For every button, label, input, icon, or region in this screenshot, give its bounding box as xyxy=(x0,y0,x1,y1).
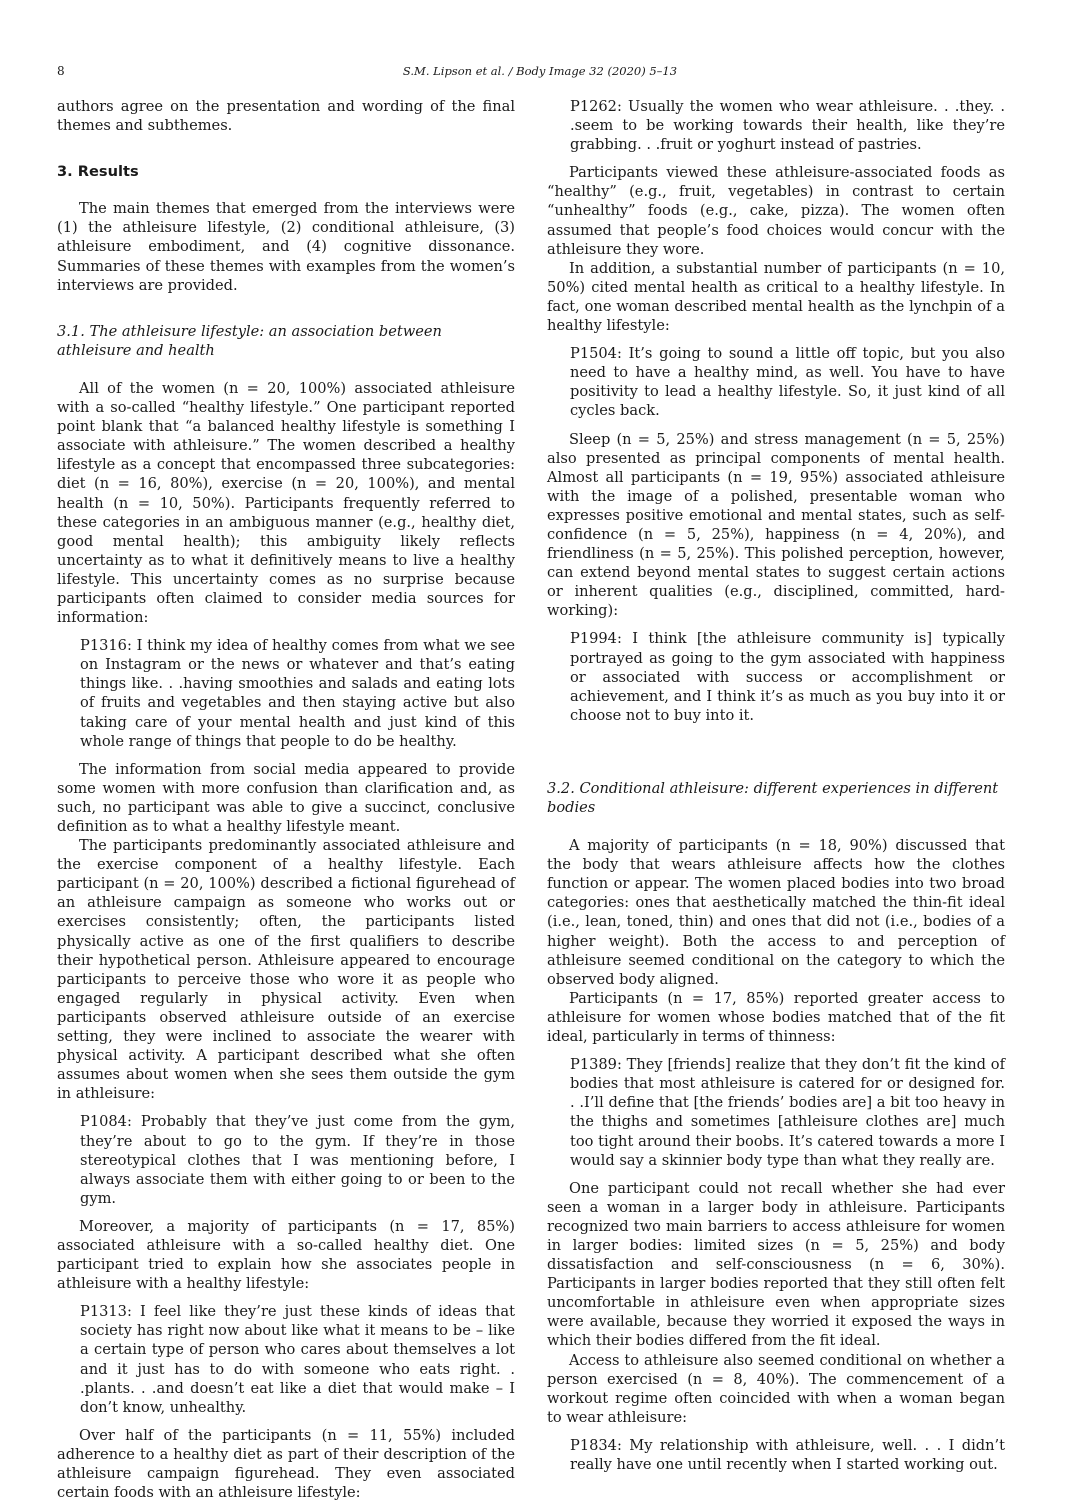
paragraph: In addition, a substantial number of participants (n = 10, 50%) cited mental health as critical to a healthy lifestyle. In fact, one woman described mental health as the lynchpin of a healthy lifestyle: xyxy=(547,259,1005,335)
section-heading-results: 3. Results xyxy=(57,163,139,181)
paragraph: Participants (n = 17, 85%) reported greater access to athleisure for women whose bodies matched that of the fit ideal, particularly in terms of thinness: xyxy=(547,989,1005,1046)
interview-quote: P1994: I think [the athleisure community is] typically portrayed as going to the gym associated with happiness or associated with success or accomplishment or achievement, and I think it’s as much as you buy into it or choose not to buy into it. xyxy=(570,630,1005,724)
interview-quote: P1316: I think my idea of healthy comes from what we see on Instagram or the news or whatever and that’s eating things like. . .having smoothies and salads and eating lots of fruits and vegetables and then staying active but also taking care of your mental health and just kind of this whole range of things that people to do be healthy. xyxy=(80,637,515,750)
subsection-heading-3-2: 3.2. Conditional athleisure: different experiences in different bodies xyxy=(547,779,999,816)
paragraph: Over half of the participants (n = 11, 55%) included adherence to a healthy diet as part of their description of the athleisure campaign figurehead. They even associated certain foods with an athleisure lifestyle: xyxy=(57,1426,515,1502)
paragraph: Moreover, a majority of participants (n = 17, 85%) associated athleisure with a so-called healthy diet. One participant tried to explain how she associates people in athleisure with a healthy lifestyle: xyxy=(57,1217,515,1293)
interview-quote: P1084: Probably that they’ve just come from the gym, they’re about to go to the gym. If they’re in those stereotypical clothes that I was mentioning before, I always associate them with either going to or been to the gym. xyxy=(80,1113,515,1207)
interview-quote: P1262: Usually the women who wear athleisure. . .they. . .seem to be working towards their health, like they’re grabbing. . .fruit or yoghurt instead of pastries. xyxy=(570,98,1005,154)
paragraph: The main themes that emerged from the interviews were (1) the athleisure lifestyle, (2) conditional athleisure, (3) athleisure embodiment, and (4) cognitive dissonance. Summaries of these themes with examples from the women’s interviews are provided. xyxy=(57,200,515,294)
left-column xyxy=(57,97,515,1502)
right-column xyxy=(547,97,1005,1474)
paragraph: authors agree on the presentation and wording of the final themes and subthemes. xyxy=(57,98,515,135)
paragraph: Sleep (n = 5, 25%) and stress management (n = 5, 25%) also presented as principal components of mental health. Almost all participants (n = 19, 95%) associated athleisure with the image of a polished, presentable woman who expresses positive emotional and mental states, such as self-confidence (n = 5, 25%), happiness (n = 4, 20%), and friendliness (n = 5, 25%). This polished perception, however, can extend beyond mental states to suggest certain actions or inherent qualities (e.g., disciplined, committed, hard-working): xyxy=(547,430,1005,620)
paragraph: Access to athleisure also seemed conditional on whether a person exercised (n = 8, 40%). The commencement of a workout regime often coincided with when a woman began to wear athleisure: xyxy=(547,1351,1005,1426)
interview-quote: P1389: They [friends] realize that they don’t fit the kind of bodies that most athleisure is catered for or designed for. . .I’ll define that [the friends’ bodies are] a bit too heavy in the thighs and sometimes [athleisure clothes are] much too tight around their boobs. It’s catered towards a more I would say a skinnier body type than what they really are. xyxy=(570,1056,1005,1169)
interview-quote: P1834: My relationship with athleisure, well. . . I didn’t really have one until recently when I started working out. xyxy=(570,1436,1005,1473)
paragraph: The information from social media appeared to provide some women with more confusion than clarification and, as such, no participant was able to give a succinct, conclusive definition as to what a healthy lifestyle meant. xyxy=(57,760,515,835)
interview-quote: P1313: I feel like they’re just these kinds of ideas that society has right now about like what it means to be – like a certain type of person who cares about themselves a lot and it just has to do with someone who eats right. . .plants. . .and doesn’t eat like a diet that would make – I don’t know, unhealthy. xyxy=(80,1303,515,1416)
page-number: 8 xyxy=(57,64,65,78)
subsection-heading-3-1: 3.1. The athleisure lifestyle: an association between athleisure and health xyxy=(57,322,442,359)
running-head: S.M. Lipson et al. / Body Image 32 (2020) 5–13 xyxy=(402,64,678,78)
paragraph: Participants viewed these athleisure-associated foods as “healthy” (e.g., fruit, vegetables) in contrast to certain “unhealthy” foods (e.g., cake, pizza). The women often assumed that people’s food choices would concur with the athleisure they wore. xyxy=(547,164,1005,258)
paragraph: All of the women (n = 20, 100%) associated athleisure with a so-called “healthy lifestyle.” One participant reported point blank that “a balanced healthy lifestyle is something I associate with athleisure.” The women described a healthy lifestyle as a concept that encompassed three subcategories: diet (n = 16, 80%), exercise (n = 20, 100%), and mental health (n = 10, 50%). Participants frequently referred to these categories in an ambiguous manner (e.g., healthy diet, good mental health); this ambiguity likely reflects uncertainty as to what it definitively means to live a healthy lifestyle. This uncertainty comes as no surprise because participants often claimed to consider media sources for information: xyxy=(57,379,515,627)
paragraph: A majority of participants (n = 18, 90%) discussed that the body that wears athleisure affects how the clothes function or appear. The women placed bodies into two broad categories: ones that aesthetically matched the thin-fit ideal (i.e., lean, toned, thin) and ones that did not (i.e., bodies of a higher weight). Both the access to and perception of athleisure seemed conditional on the category to which the observed body aligned. xyxy=(547,837,1005,988)
paragraph: The participants predominantly associated athleisure and the exercise component of a healthy lifestyle. Each participant (n = 20, 100%) described a fictional figurehead of an athleisure campaign as someone who works out or exercises consistently; often, the participants listed physically active as one of the first qualifiers to describe their hypothetical person. Athleisure appeared to encourage participants to perceive those who wore it as people who engaged regularly in physical activity. Even when participants observed athleisure outside of an exercise setting, they were inclined to associate the wearer with physical activity. A participant described what she often assumes about women when she sees them outside the gym in athleisure: xyxy=(57,837,515,1103)
paragraph: One participant could not recall whether she had ever seen a woman in a larger body in athleisure. Participants recognized two main barriers to access athleisure for women in larger bodies: limited sizes (n = 5, 25%) and body dissatisfaction and self-consciousness (n = 6, 30%). Participants in larger bodies reported that they still often felt uncomfortable in athleisure even when appropriate sizes were available, because they worried it exposed the ways in which their bodies differed from the fit ideal. xyxy=(547,1179,1005,1350)
interview-quote: P1504: It’s going to sound a little off topic, but you also need to have a healthy mind, as well. You have to have positivity to lead a healthy lifestyle. So, it just kind of all cycles back. xyxy=(570,345,1005,420)
